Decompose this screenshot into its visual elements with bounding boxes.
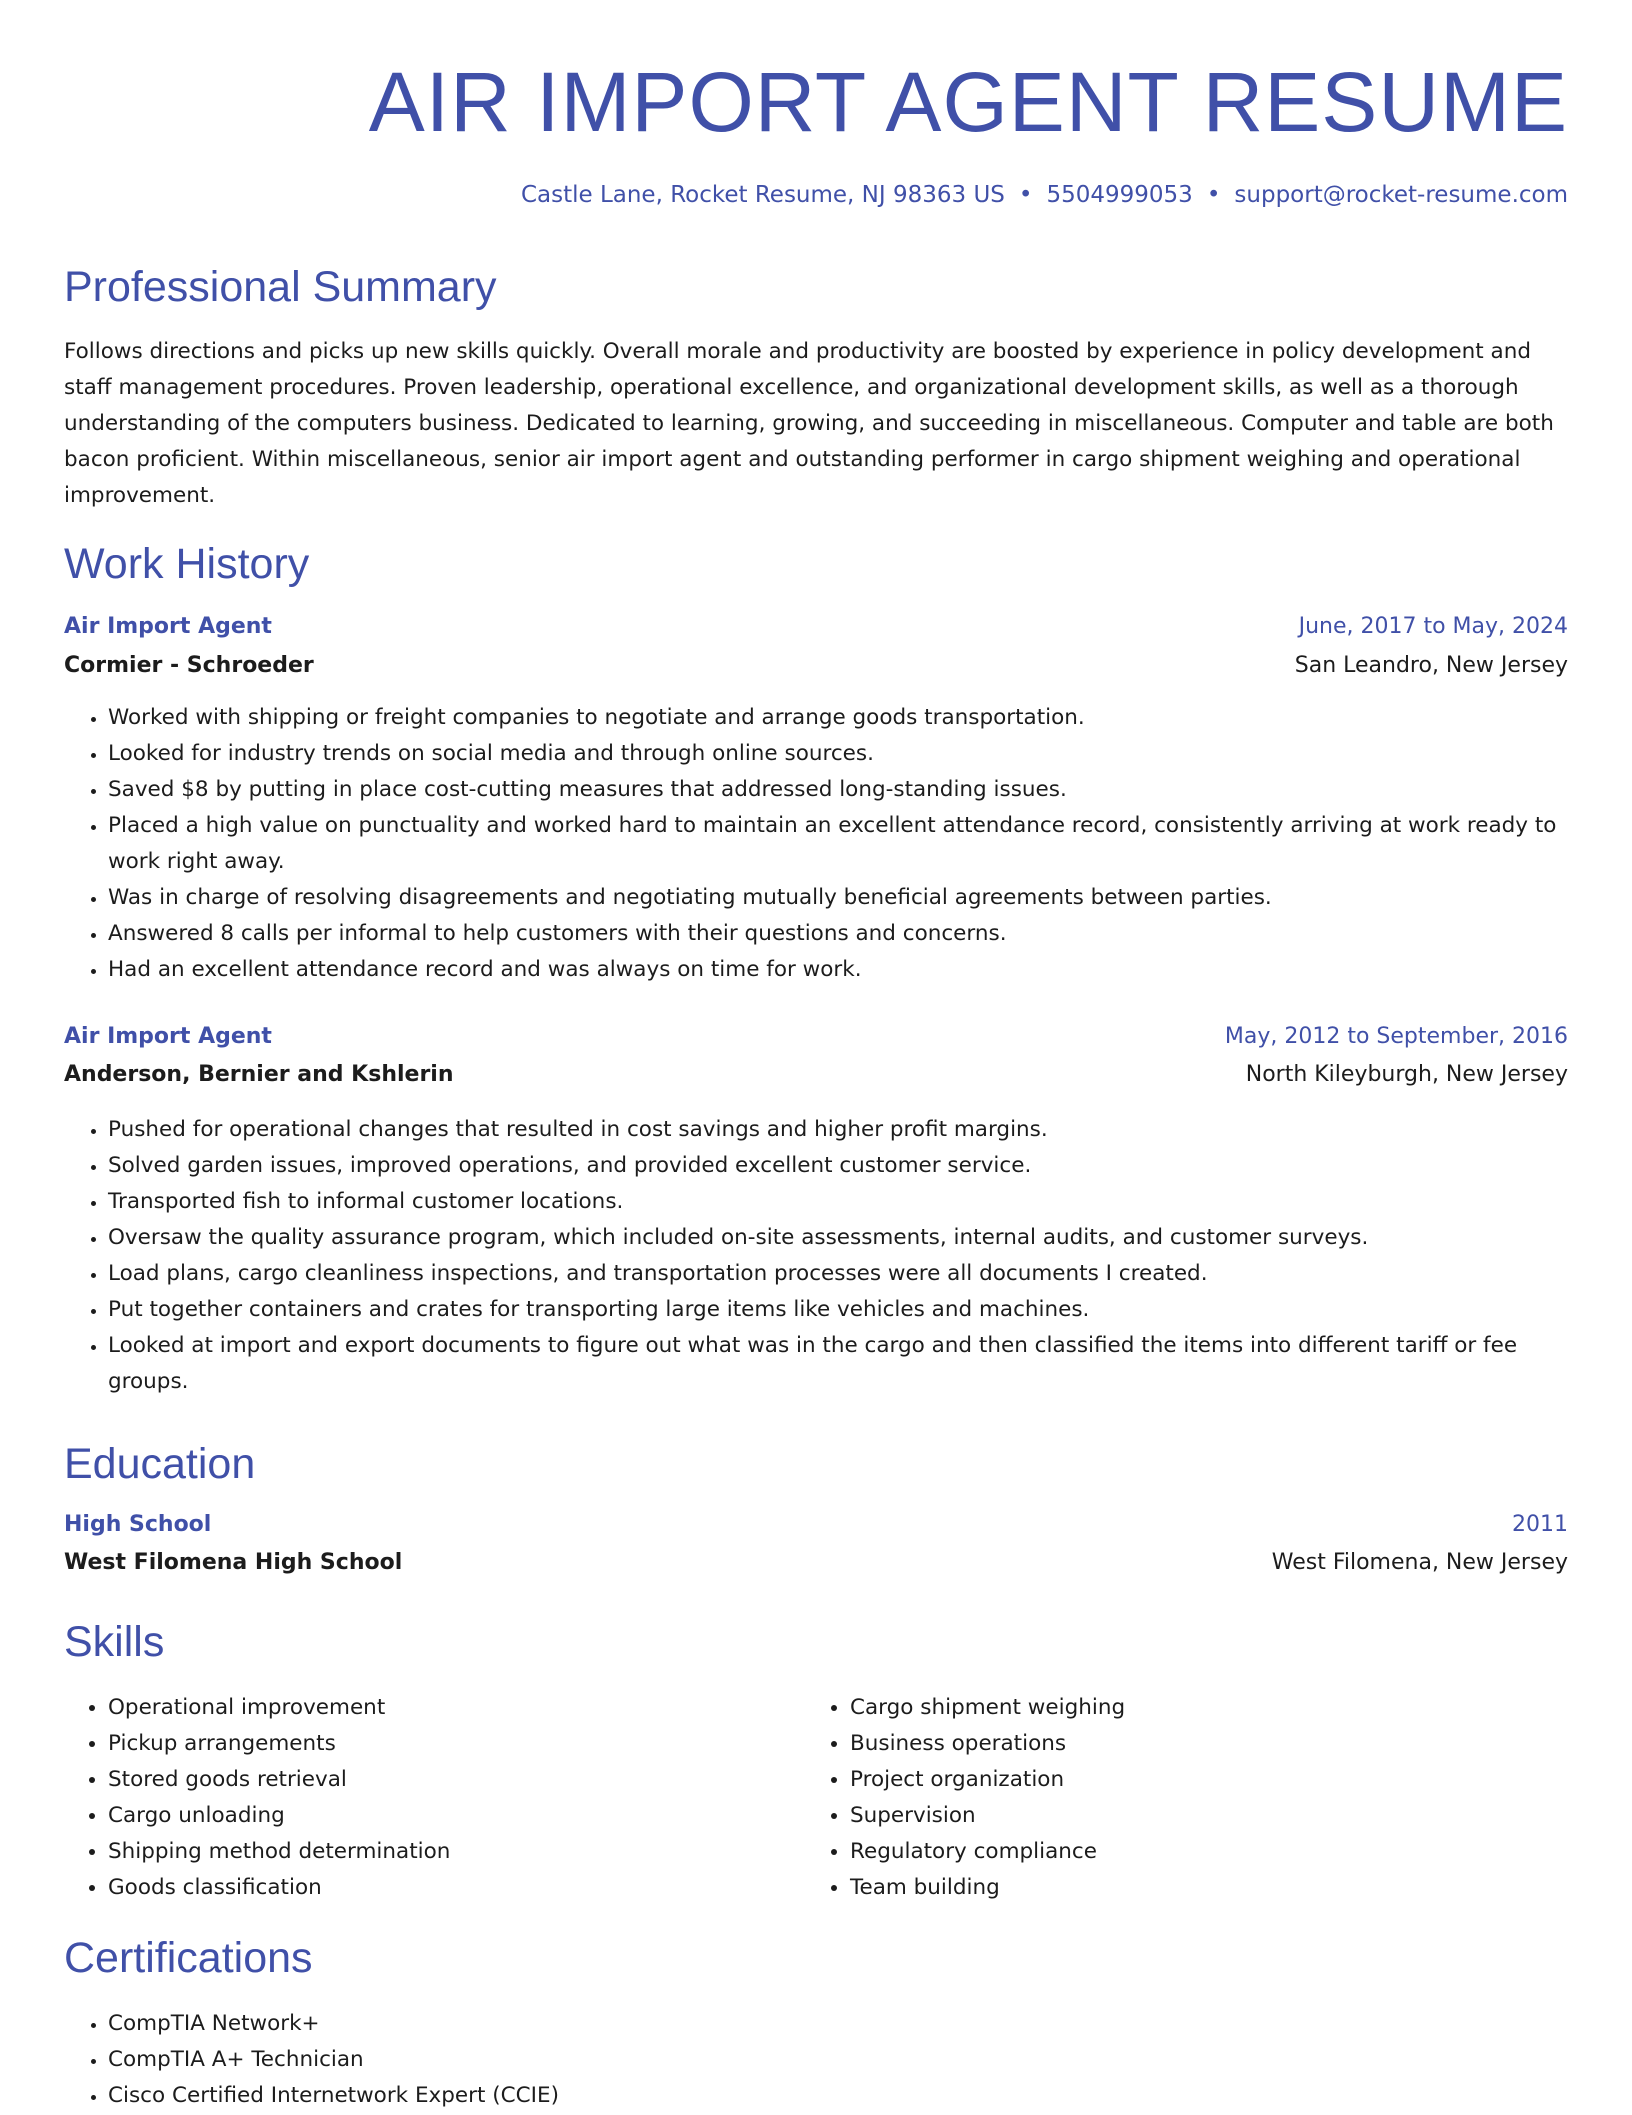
job-company-row	[64, 649, 1568, 683]
list-item: • Oversaw the quality assurance program, which included on-site assessments, internal audits, and customer surveys.	[108, 1220, 1568, 1256]
job-title-row	[64, 610, 1568, 644]
contact-separator: •	[1206, 182, 1221, 208]
contact-phone: 5504999053	[1046, 182, 1193, 208]
job-location: San Leandro, New Jersey	[1294, 653, 1568, 678]
list-item: • Shipping method determination	[108, 1834, 798, 1870]
list-item: • Transported fish to informal customer locations.	[108, 1184, 1568, 1220]
list-item: • Solved garden issues, improved operations, and provided excellent customer service.	[108, 1148, 1568, 1184]
list-item: • Saved $8 by putting in place cost-cutting measures that addressed long-standing issues.	[108, 772, 1568, 808]
list-item: • Regulatory compliance	[850, 1834, 1568, 1870]
list-item: • Operational improvement	[108, 1690, 798, 1726]
skills-list-right	[806, 1690, 1568, 1906]
list-item: • Cisco Certified Internetwork Expert (CCIE)	[108, 2078, 1568, 2114]
contact-line	[521, 180, 1568, 210]
list-item: • Put together containers and crates for transporting large items like vehicles and machines.	[108, 1292, 1568, 1328]
list-item: • Project organization	[850, 1762, 1568, 1798]
job-company-row	[64, 1058, 1568, 1092]
list-item: • Was in charge of resolving disagreements and negotiating mutually beneficial agreements between parties.	[108, 880, 1568, 916]
list-item: • Supervision	[850, 1798, 1568, 1834]
education-school-row	[64, 1546, 1568, 1580]
summary-text: Follows directions and picks up new skills quickly. Overall morale and productivity are boosted by experience in policy development and staff management procedures. Proven leadership, operational excellence, and organizational development skills, as well as a thorough understanding of the computers business. Dedicated to learning, growing, and succeeding in miscellaneous. Computer and table are both bacon proficient. Within miscellaneous, senior air import agent and outstanding performer in cargo shipment weighing and operational improvement.	[64, 339, 1554, 508]
contact-address: Castle Lane, Rocket Resume, NJ 98363 US	[520, 182, 1005, 208]
job-company: Anderson, Bernier and Kshlerin	[64, 1062, 454, 1087]
skills-list-left	[64, 1690, 798, 1906]
contact-email[interactable]: support@rocket-resume.com	[1234, 182, 1568, 208]
job-dates: May, 2012 to September, 2016	[1224, 1024, 1568, 1049]
job-dates: June, 2017 to May, 2024	[1298, 614, 1568, 639]
list-item: • Pushed for operational changes that resulted in cost savings and higher profit margins.	[108, 1112, 1568, 1148]
certifications-heading: Certifications	[64, 1934, 313, 1982]
education-school: West Filomena High School	[64, 1550, 403, 1575]
job-bullets	[64, 1112, 1568, 1400]
skills-heading: Skills	[64, 1618, 165, 1666]
summary-heading: Professional Summary	[64, 263, 497, 311]
certifications-list	[64, 2006, 1568, 2114]
work-history-heading: Work History	[64, 540, 310, 588]
list-item: • Had an excellent attendance record and was always on time for work.	[108, 952, 1568, 988]
list-item: • Goods classification	[108, 1870, 798, 1906]
list-item: • Placed a high value on punctuality and worked hard to maintain an excellent attendance record, consistently arriving at work ready to work right away.	[108, 808, 1568, 880]
education-heading: Education	[64, 1440, 256, 1488]
job-bullets	[64, 700, 1568, 988]
job-title: Air Import Agent	[64, 1024, 272, 1049]
education-year: 2011	[1512, 1512, 1568, 1537]
list-item: • CompTIA Network+	[108, 2006, 1568, 2042]
job-location: North Kileyburgh, New Jersey	[1245, 1062, 1568, 1087]
list-item: • CompTIA A+ Technician	[108, 2042, 1568, 2078]
list-item: • Business operations	[850, 1726, 1568, 1762]
list-item: • Pickup arrangements	[108, 1726, 798, 1762]
list-item: • Looked for industry trends on social media and through online sources.	[108, 736, 1568, 772]
list-item: • Cargo shipment weighing	[850, 1690, 1568, 1726]
list-item: • Load plans, cargo cleanliness inspections, and transportation processes were all documents I created.	[108, 1256, 1568, 1292]
job-title-row	[64, 1020, 1568, 1054]
list-item: • Answered 8 calls per informal to help customers with their questions and concerns.	[108, 916, 1568, 952]
job-company: Cormier - Schroeder	[64, 653, 314, 678]
education-degree: High School	[64, 1512, 212, 1537]
education-location: West Filomena, New Jersey	[1271, 1550, 1568, 1575]
list-item: • Looked at import and export documents to figure out what was in the cargo and then classified the items into different tariff or fee groups.	[108, 1328, 1568, 1400]
list-item: • Stored goods retrieval	[108, 1762, 798, 1798]
list-item: • Cargo unloading	[108, 1798, 798, 1834]
contact-separator: •	[1018, 182, 1033, 208]
list-item: • Worked with shipping or freight companies to negotiate and arrange goods transportation.	[108, 700, 1568, 736]
job-title: Air Import Agent	[64, 614, 272, 639]
list-item: • Team building	[850, 1870, 1568, 1906]
resume-title: AIR IMPORT AGENT RESUME	[368, 55, 1568, 149]
education-degree-row	[64, 1508, 1568, 1542]
